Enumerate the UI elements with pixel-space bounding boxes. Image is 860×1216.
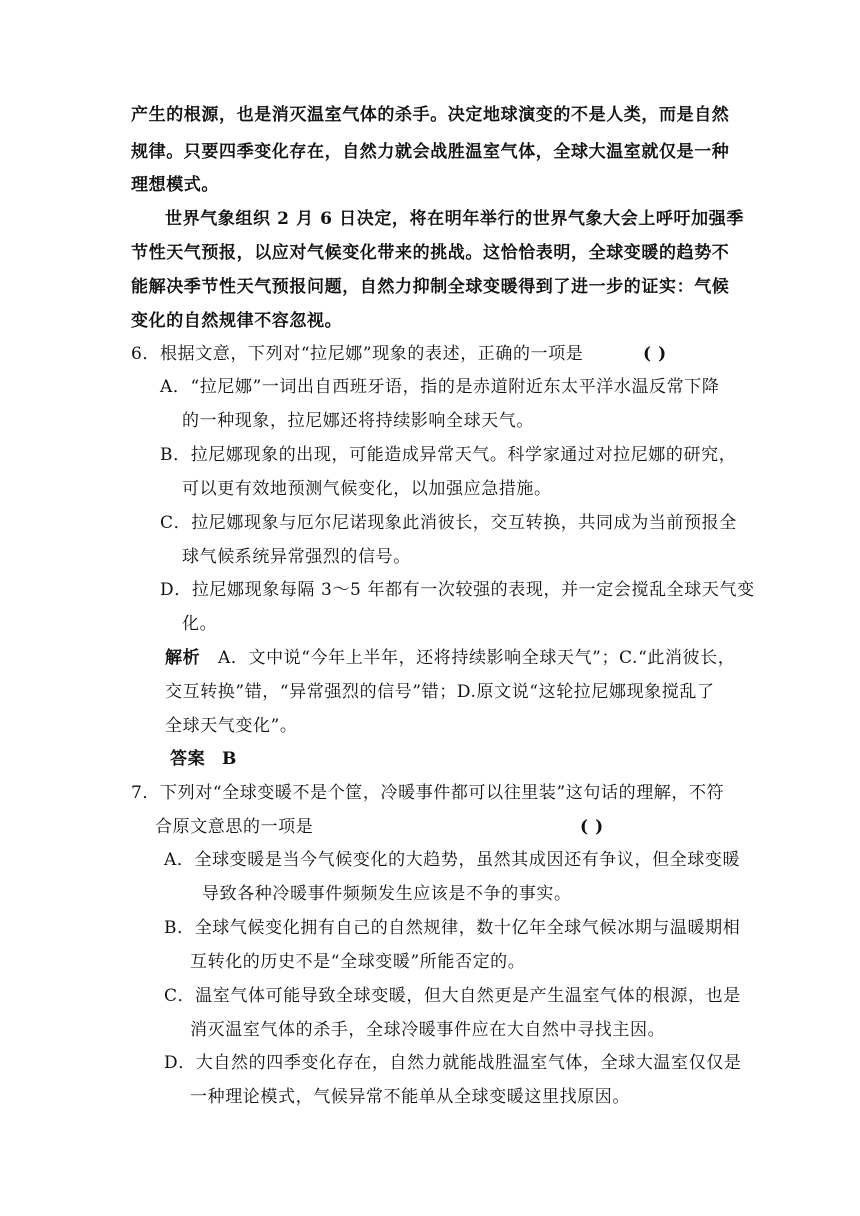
q6-option-d: D．拉尼娜现象每隔 3～5 年都有一次较强的表现，并一定会搅乱全球天气变 xyxy=(160,580,755,600)
passage-line: 世界气象组织 2 月 6 日决定，将在明年举行的世界气象大会上呼吁加强季 xyxy=(165,209,744,229)
q6-option-c: 球气候系统异常强烈的信号。 xyxy=(182,547,411,567)
q6-option-a: 的一种现象，拉尼娜还将持续影响全球天气。 xyxy=(182,411,534,431)
analysis-text: 全球天气变化”。 xyxy=(165,716,298,736)
question-6-answer-blank: ( ) xyxy=(643,344,667,364)
passage-line: 规律。只要四季变化存在，自然力就会战胜温室气体，全球大温室就仅是一种 xyxy=(131,142,730,162)
passage-line: 产生的根源，也是消灭温室气体的杀手。决定地球演变的不是人类，而是自然 xyxy=(131,105,730,125)
question-7-answer-blank: ( ) xyxy=(580,817,604,837)
q7-option-c: C．温室气体可能导致全球变暖，但大自然更是产生温室气体的根源，也是 xyxy=(164,986,741,1006)
q6-option-d: 化。 xyxy=(182,614,218,634)
question-7-stem: 合原文意思的一项是 xyxy=(155,817,314,837)
q7-option-c: 消灭温室气体的杀手，全球冷暖事件应在大自然中寻找主因。 xyxy=(190,1020,666,1040)
question-6-stem: 6．根据文意，下列对“拉尼娜”现象的表述，正确的一项是 xyxy=(131,344,584,364)
q7-option-a: A．全球变暖是当今气候变化的大趋势，虽然其成因还有争议，但全球变暖 xyxy=(164,850,741,870)
analysis-text: A．文中说“今年上半年，还将持续影响全球天气”；C.“此消彼长， xyxy=(218,648,736,668)
q6-option-b: 可以更有效地预测气候变化，以加强应急措施。 xyxy=(182,479,552,499)
q6-option-a: A．“拉尼娜”一词出自西班牙语，指的是赤道附近东太平洋水温反常下降 xyxy=(160,377,720,397)
q7-option-a: 导致各种冷暖事件频频发生应该是不争的事实。 xyxy=(202,884,572,904)
passage-line: 变化的自然规律不容忽视。 xyxy=(131,311,343,331)
answer-label: 答案 xyxy=(170,749,206,769)
passage-line: 节性天气预报，以应对气候变化带来的挑战。这恰恰表明，全球变暖的趋势不 xyxy=(131,243,730,263)
q7-option-b: B．全球气候变化拥有自己的自然规律，数十亿年全球气候冰期与温暖期相 xyxy=(164,918,741,938)
analysis-label: 解析 xyxy=(165,648,201,668)
analysis-text: 交互转换”错，“异常强烈的信号”错；D.原文说“这轮拉尼娜现象搅乱了 xyxy=(165,682,715,702)
answer-value: B xyxy=(222,749,237,769)
q7-option-b: 互转化的历史不是“全球变暖”所能否定的。 xyxy=(190,952,526,972)
q6-option-c: C．拉尼娜现象与厄尔尼诺现象此消彼长，交互转换，共同成为当前预报全 xyxy=(160,513,737,533)
q7-option-d: D．大自然的四季变化存在，自然力就能战胜温室气体，全球大温室仅仅是 xyxy=(164,1053,742,1073)
question-7-stem: 7．下列对“全球变暖不是个筐，冷暖事件都可以往里装”这句话的理解，不符 xyxy=(131,783,725,803)
passage-line: 理想模式。 xyxy=(131,175,219,195)
q6-option-b: B．拉尼娜现象的出现，可能造成异常天气。科学家通过对拉尼娜的研究， xyxy=(160,445,737,465)
passage-line: 能解决季节性天气预报问题，自然力抑制全球变暖得到了进一步的证实：气候 xyxy=(131,277,730,297)
q7-option-d: 一种理论模式，气候异常不能单从全球变暖这里找原因。 xyxy=(190,1087,630,1107)
